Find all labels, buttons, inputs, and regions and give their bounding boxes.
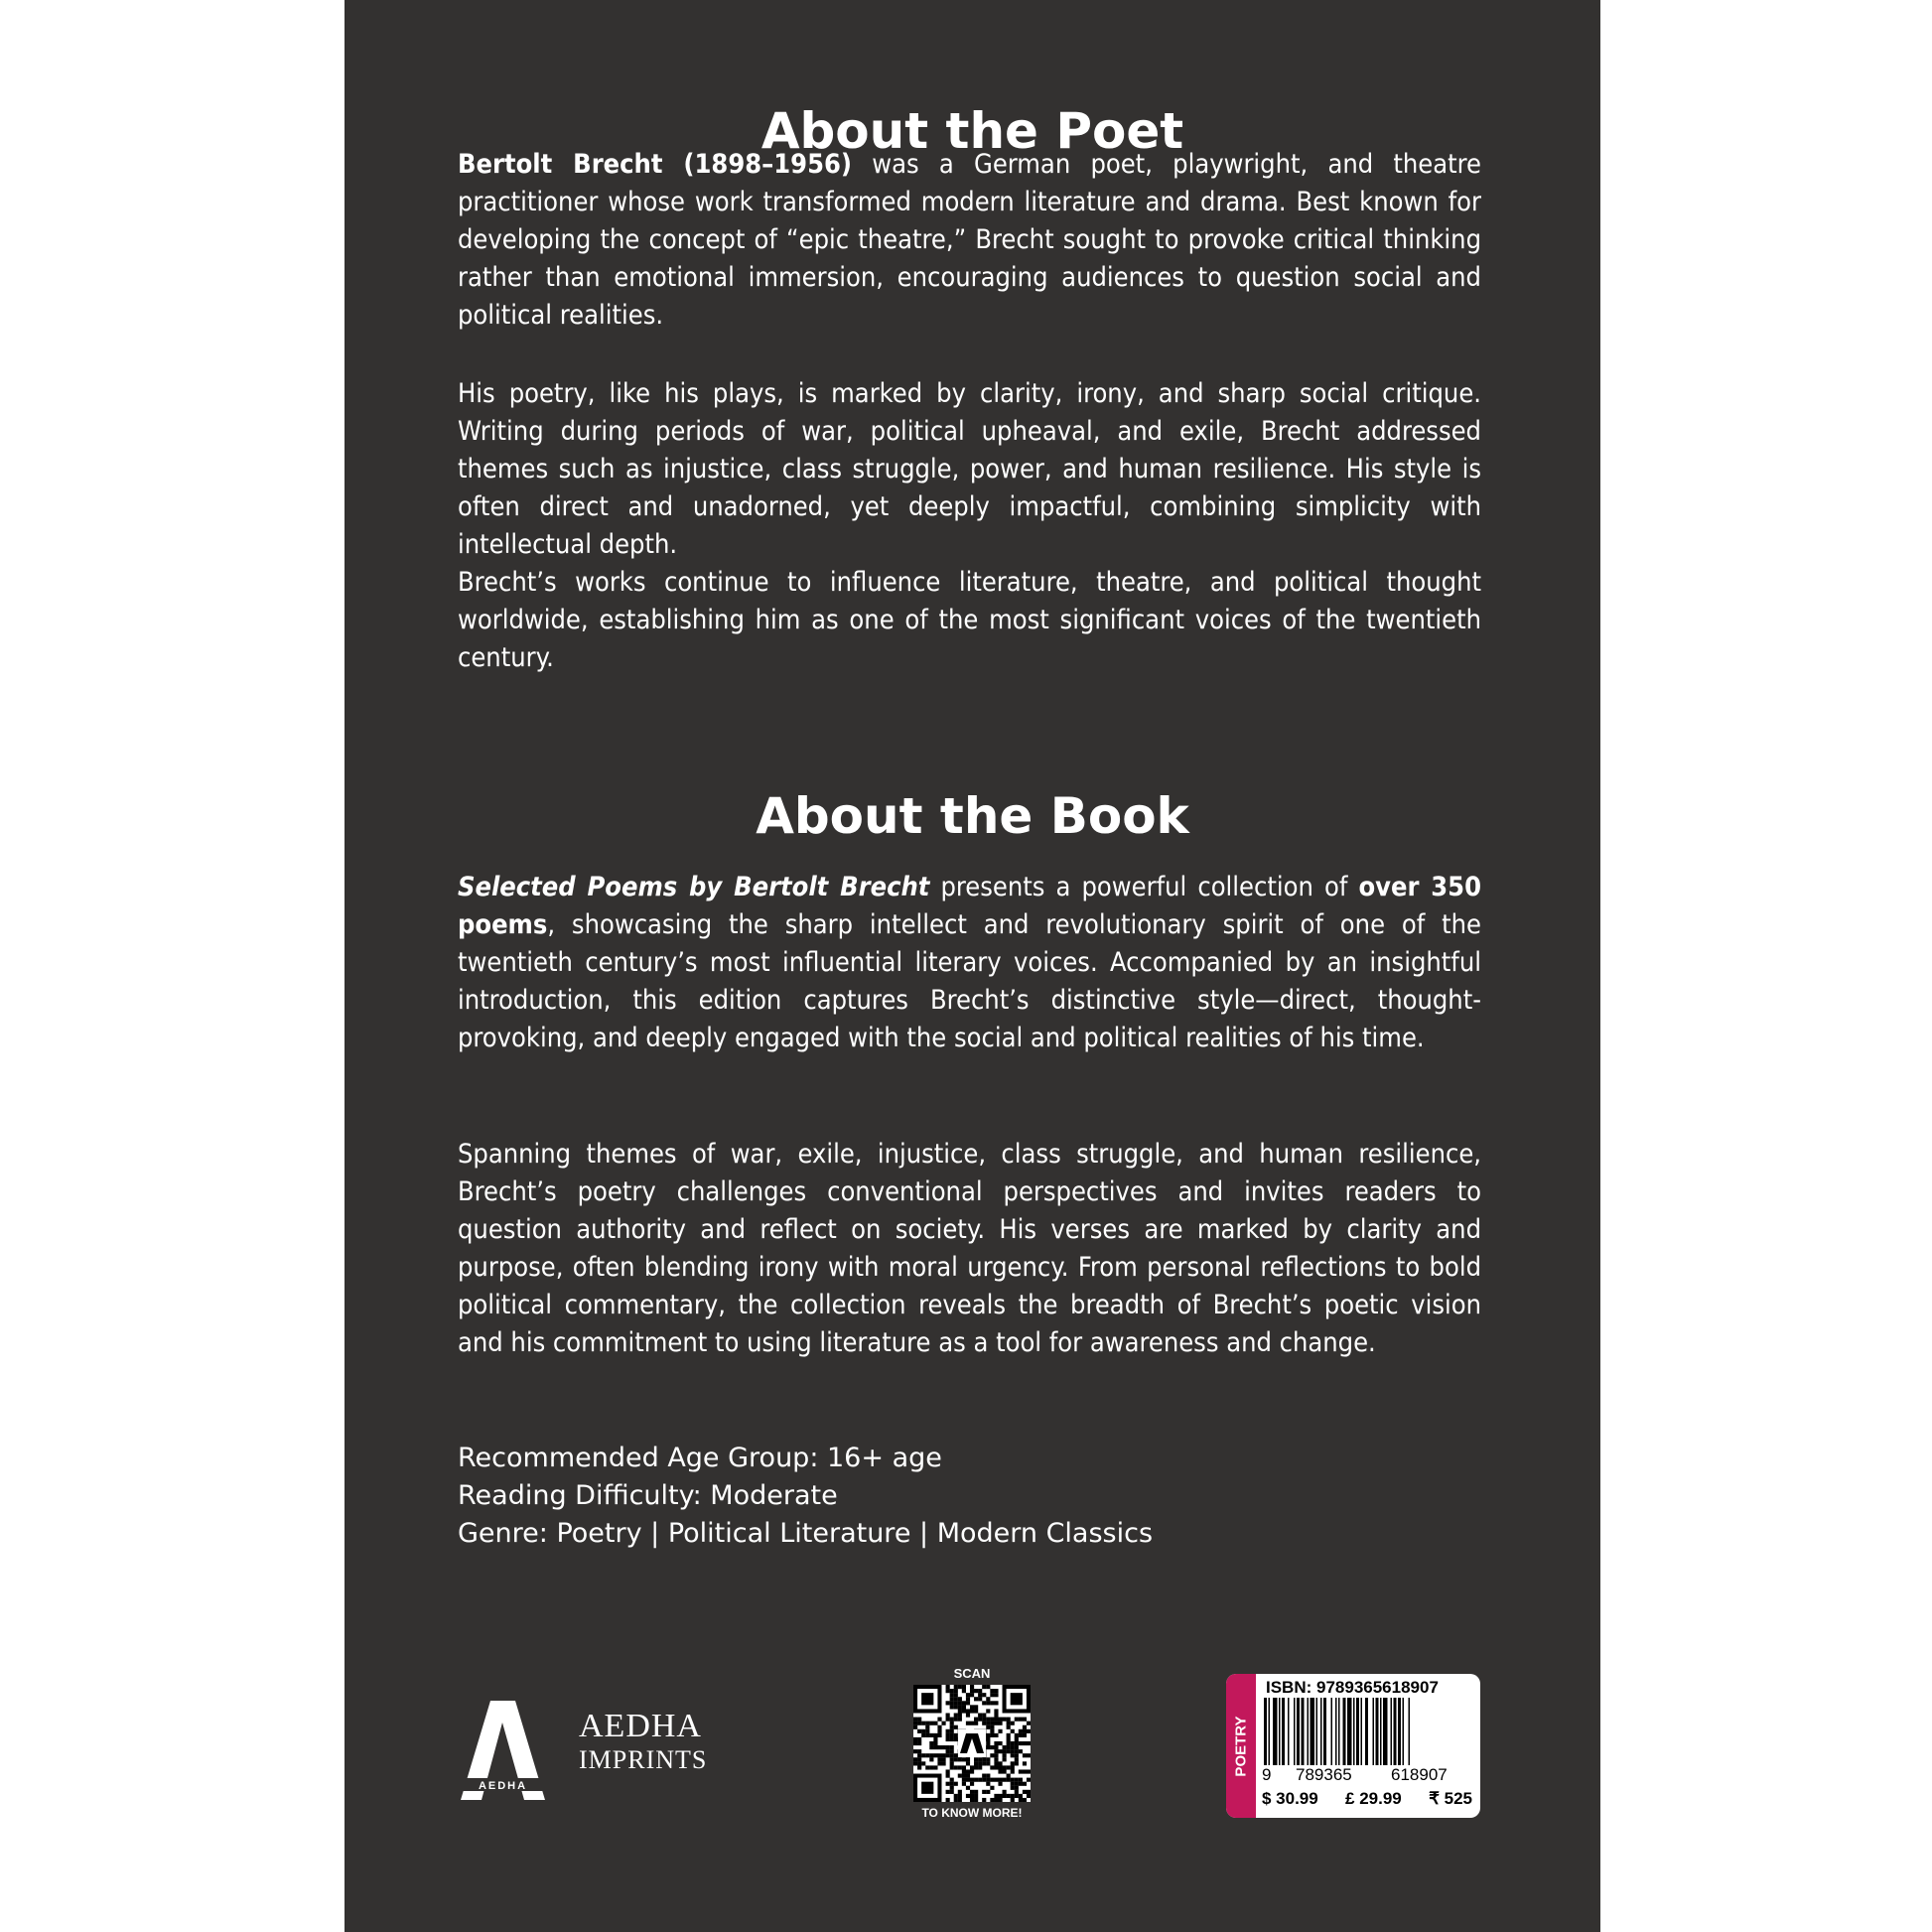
publisher-name-line-2: IMPRINTS xyxy=(579,1745,708,1774)
book-details xyxy=(458,1440,1481,1553)
genre-strip xyxy=(1226,1674,1256,1818)
poet-paragraph-1 xyxy=(458,146,1481,335)
barcode-panel xyxy=(1226,1674,1480,1818)
barcode-digits-group-2: 618907 xyxy=(1391,1765,1448,1784)
price-gbp: £ 29.99 xyxy=(1345,1789,1402,1808)
about-book-heading: About the Book xyxy=(756,787,1189,845)
back-cover xyxy=(345,0,1600,1932)
poem-count: over 350 poems xyxy=(458,872,1481,940)
book-paragraph-1-text-b: , showcasing the sharp intellect and revolutionary spirit of one of the twentieth century’s most influential literary voices. Accompanied by an insightful introduction, this edition captures Brecht’s distinctive style—direct, thought-provoking, and deeply engaged with the social and political realities of his time. xyxy=(458,909,1481,1053)
aedha-a-logo-icon xyxy=(461,1701,545,1800)
poet-paragraph-1-text: was a German poet, playwright, and theatre practitioner whose work transformed modern literature and drama. Best known for developing the concept of “epic theatre,” Brecht sought to provoke critical thinking rather than emotional immersion, encouraging audiences to question social and political realities. xyxy=(458,149,1482,331)
qr-center-letter: A xyxy=(970,1746,974,1752)
isbn-label: ISBN: 9789365618907 xyxy=(1266,1678,1439,1697)
reading-difficulty: Reading Difficulty: Moderate xyxy=(458,1480,838,1511)
prices xyxy=(1262,1789,1472,1809)
poet-name-dates: Bertolt Brecht (1898–1956) xyxy=(458,149,852,180)
qr-bottom-label: TO KNOW MORE! xyxy=(921,1806,1023,1820)
genre-tag: POETRY xyxy=(1232,1715,1250,1777)
book-title: Selected Poems by Bertolt Brecht xyxy=(458,872,930,902)
barcode-icon xyxy=(1262,1698,1472,1767)
price-inr: ₹ 525 xyxy=(1429,1789,1472,1808)
publisher-name xyxy=(579,1710,707,1773)
genre-line: Genre: Poetry | Political Literature | Modern Classics xyxy=(458,1518,1154,1549)
age-group: Recommended Age Group: 16+ age xyxy=(458,1443,942,1473)
poet-paragraph-3: Brecht’s works continue to influence literature, theatre, and political thought worldwide, establishing him as one of the most significant voices of the twentieth century. xyxy=(458,567,1481,673)
book-paragraph-2: Spanning themes of war, exile, injustice, class struggle, and human resilience, Brecht’s poetry challenges conventional perspectives and invites readers to question authority and reflect on society. His verses are marked by clarity and purpose, often blending irony with moral urgency. From personal reflections to bold political commentary, the collection reveals the breadth of Brecht’s poetic vision and his commitment to using literature as a tool for awareness and change. xyxy=(458,1139,1481,1358)
logo-letters: AEDHA xyxy=(478,1780,528,1792)
about-poet-heading: About the Poet xyxy=(760,102,1184,160)
qr-scan-label: SCAN xyxy=(953,1666,991,1681)
barcode-digits-group-1: 789365 xyxy=(1296,1765,1352,1784)
barcode-digit-lead: 9 xyxy=(1262,1765,1272,1784)
qr-code-icon[interactable] xyxy=(913,1685,1031,1802)
publisher-name-line-1: AEDHA xyxy=(579,1708,702,1744)
book-paragraph-1 xyxy=(458,869,1481,1057)
book-paragraph-1-text-a: presents a powerful collection of xyxy=(929,872,1359,902)
price-usd: $ 30.99 xyxy=(1262,1789,1318,1808)
poet-paragraph-2: His poetry, like his plays, is marked by clarity, irony, and sharp social critique. Writing during periods of war, political upheaval, and exile, Brecht addressed themes such as injustice, class struggle, power, and human resilience. His style is often direct and unadorned, yet deeply impactful, combining simplicity with intellectual depth. xyxy=(458,378,1481,560)
